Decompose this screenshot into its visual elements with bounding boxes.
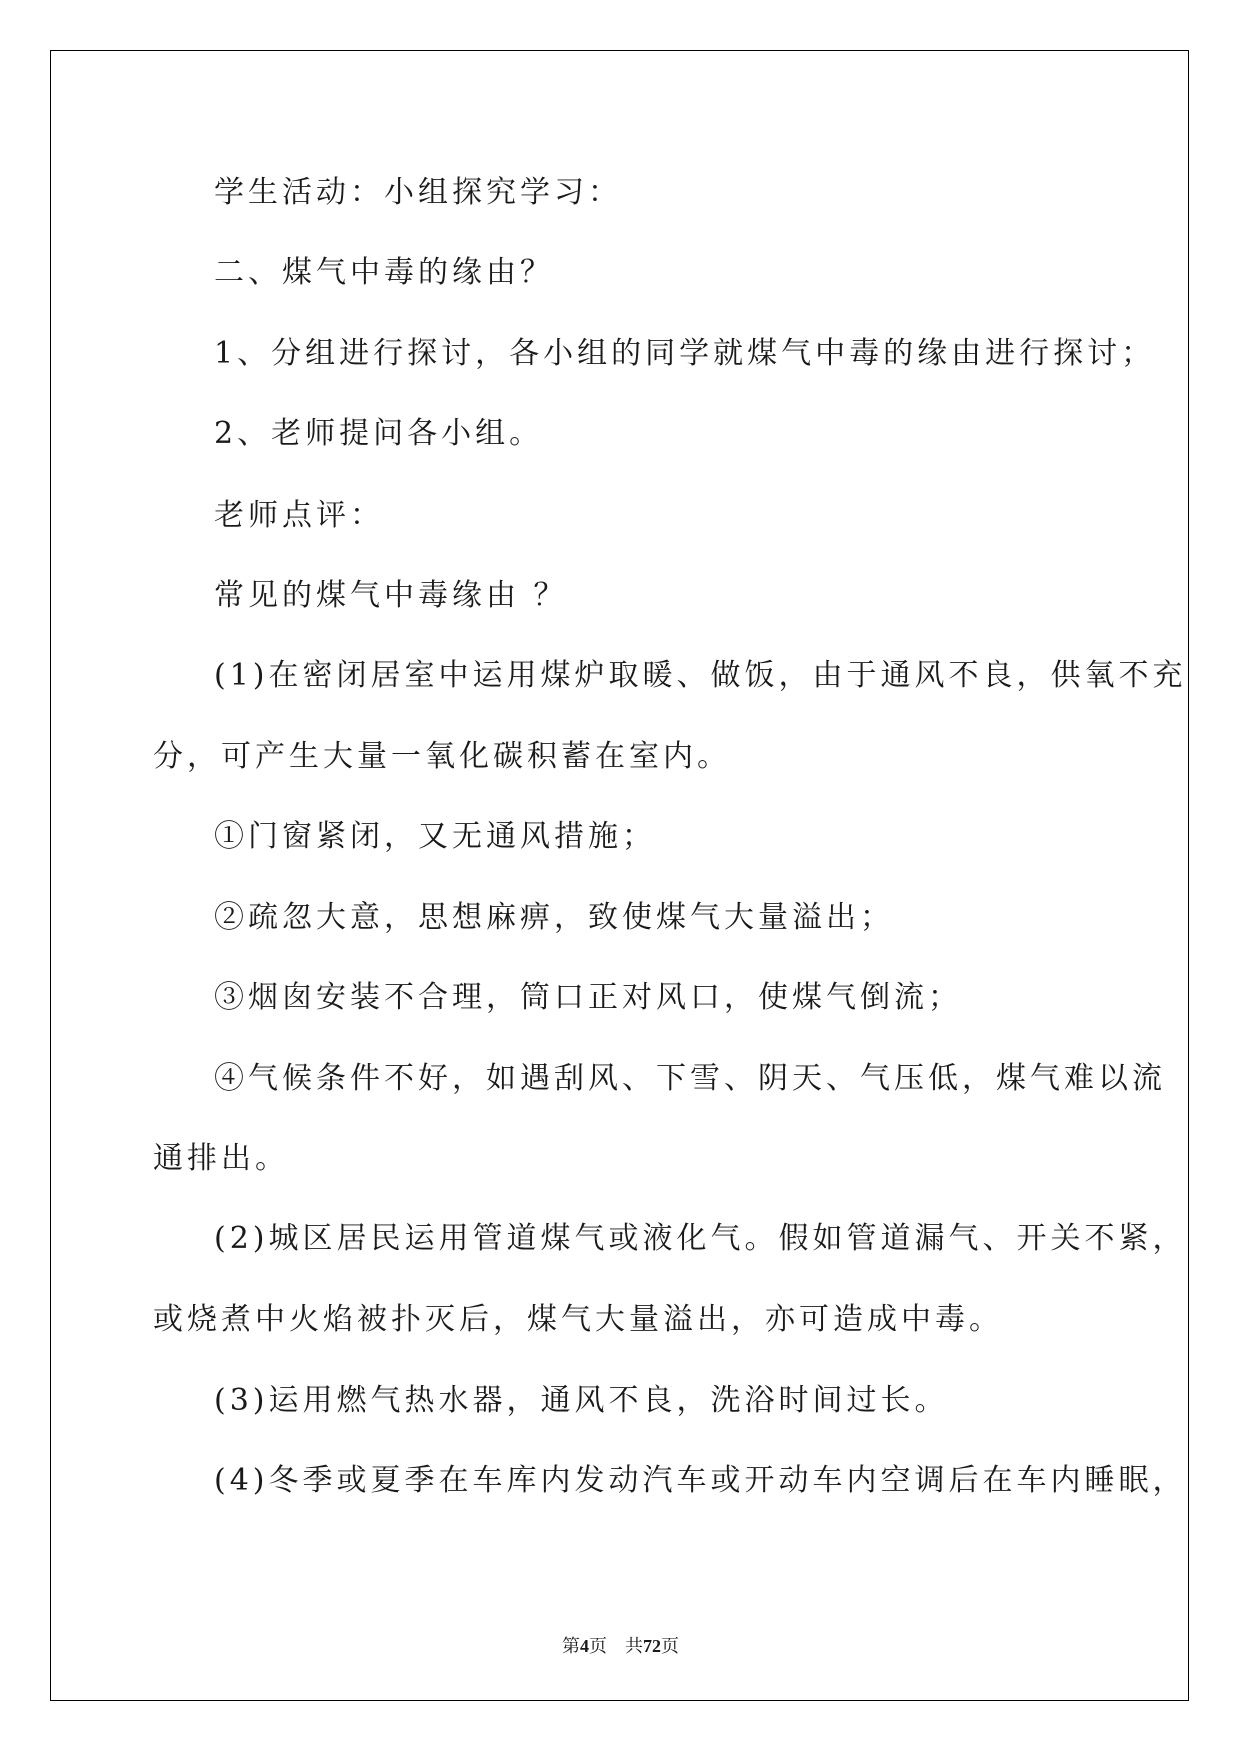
total-pages: 72 <box>643 1636 661 1656</box>
page-number: 4 <box>580 1636 589 1656</box>
page-suffix: 页 <box>589 1636 607 1656</box>
paragraph-line: 老师点评： <box>214 498 384 533</box>
list-item: ④气候条件不好，如遇刮风、下雪、阴天、气压低，煤气难以流 <box>214 1061 1166 1096</box>
paragraph-line: (4)冬季或夏季在车库内发动汽车或开动车内空调后在车内睡眠， <box>214 1463 1187 1498</box>
page-prefix: 第 <box>562 1636 580 1656</box>
list-item: ③烟囱安装不合理，筒口正对风口，使煤气倒流； <box>214 980 962 1015</box>
paragraph-line: (3)运用燃气热水器，通风不良，洗浴时间过长。 <box>214 1383 949 1418</box>
paragraph-line: 通排出。 <box>153 1141 289 1176</box>
list-item: ①门窗紧闭，又无通风措施； <box>214 819 656 854</box>
paragraph-line: 分，可产生大量一氧化碳积蓄在室内。 <box>153 739 731 774</box>
page-border <box>50 50 1189 1701</box>
list-item: ②疏忽大意，思想麻痹，致使煤气大量溢出； <box>214 900 894 935</box>
paragraph-line: (2)城区居民运用管道煤气或液化气。假如管道漏气、开关不紧， <box>214 1221 1187 1256</box>
paragraph-line: 或烧煮中火焰被扑灭后，煤气大量溢出，亦可造成中毒。 <box>153 1302 1003 1337</box>
page-footer <box>0 1632 1241 1658</box>
paragraph-line: 1、分组进行探讨，各小组的同学就煤气中毒的缘由进行探讨； <box>214 336 1156 371</box>
paragraph-line: 常见的煤气中毒缘由 ？ <box>214 578 568 613</box>
paragraph-line: 学生活动：小组探究学习： <box>214 175 622 210</box>
paragraph-line: (1)在密闭居室中运用煤炉取暖、做饭，由于通风不良，供氧不充 <box>214 658 1187 693</box>
total-prefix: 共 <box>625 1636 643 1656</box>
paragraph-line: 2、老师提问各小组。 <box>214 416 544 451</box>
section-heading: 二、煤气中毒的缘由？ <box>214 255 554 290</box>
total-suffix: 页 <box>661 1636 679 1656</box>
